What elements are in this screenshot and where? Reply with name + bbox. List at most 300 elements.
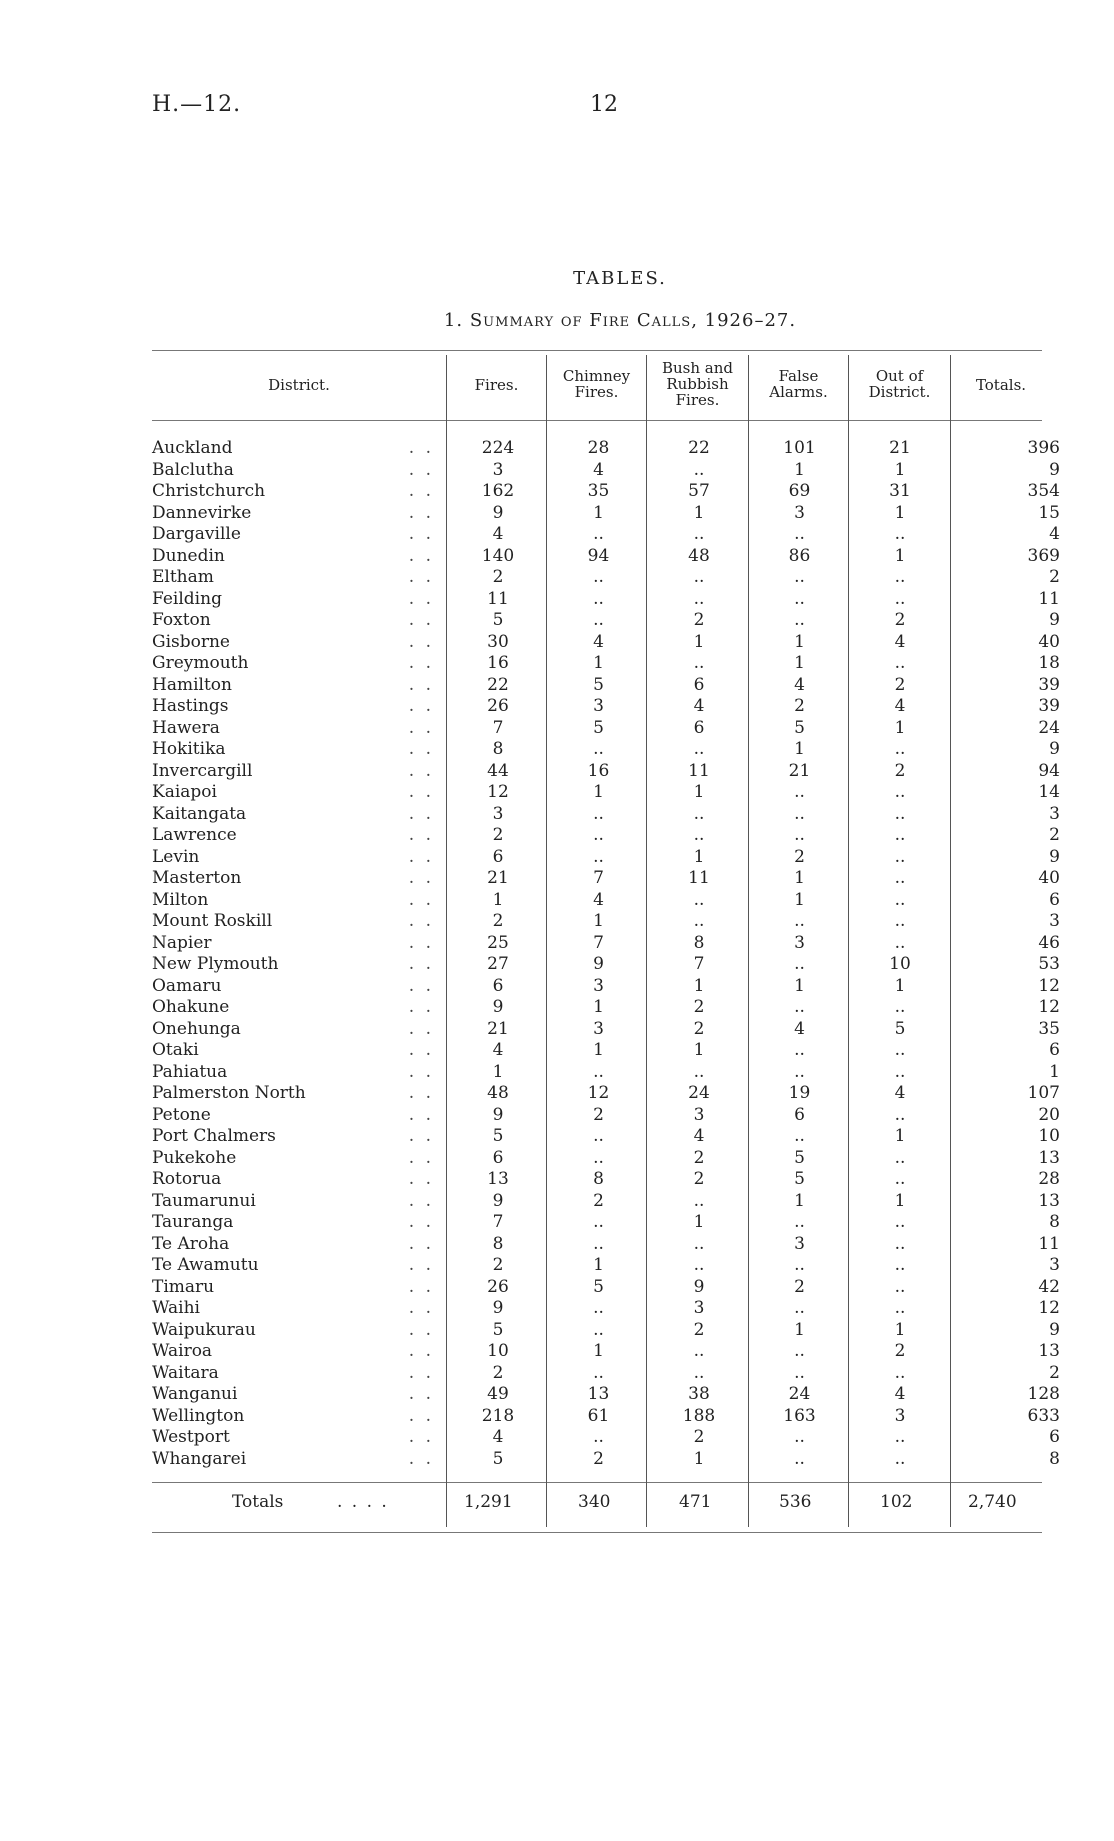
bush-fires-cell: 38 — [688, 1384, 710, 1404]
column-header-fires: Fires. — [474, 376, 519, 394]
row-total-cell: 2 — [1049, 567, 1060, 587]
district-name: Kaiapoi — [152, 782, 221, 802]
bush-fires-cell: .. — [693, 567, 705, 587]
leader-dots: . . — [408, 1319, 434, 1340]
fires-cell: 26 — [487, 696, 509, 716]
district-name: Taumarunui — [152, 1191, 260, 1211]
out-of-district-cell: .. — [894, 1255, 906, 1275]
district-cell — [152, 589, 448, 611]
leader-dots: . . — [408, 524, 434, 544]
row-total-cell: 369 — [1027, 545, 1060, 566]
out-of-district-cell: .. — [894, 1276, 906, 1297]
fires-cell: 162 — [481, 481, 515, 501]
false-alarms-cell: .. — [794, 1362, 805, 1383]
chimney-fires-cell: .. — [593, 567, 604, 587]
out-of-district-cell: .. — [894, 911, 906, 931]
chimney-fires-cell: .. — [593, 588, 604, 609]
row-total-cell: 6 — [1049, 1040, 1060, 1060]
chimney-fires-cell: 5 — [593, 674, 604, 695]
table-row — [152, 1234, 1070, 1256]
district-name: Palmerston North — [152, 1083, 310, 1103]
bush-fires-cell: 188 — [682, 1405, 716, 1426]
header-top-rule — [152, 350, 1042, 351]
district-name: Lawrence — [152, 825, 241, 845]
leader-dots: . . — [408, 631, 434, 652]
chimney-fires-cell: 5 — [593, 1276, 604, 1297]
bush-fires-cell: 9 — [693, 1276, 705, 1297]
bush-fires-cell: 4 — [693, 1126, 705, 1146]
bush-fires-cell: 4 — [693, 696, 705, 716]
column-header-chimney-fires: Chimney Fires. — [562, 367, 631, 401]
out-of-district-cell: .. — [894, 846, 906, 867]
chimney-fires-cell: .. — [593, 610, 604, 630]
district-cell — [152, 1427, 448, 1449]
bush-fires-cell: 22 — [688, 438, 710, 458]
chimney-fires-cell: .. — [593, 1061, 604, 1082]
out-of-district-cell: .. — [894, 932, 906, 953]
out-of-district-cell: 21 — [889, 438, 911, 458]
chimney-fires-cell: .. — [593, 1147, 604, 1168]
district-cell — [152, 1019, 448, 1041]
district-cell — [152, 632, 448, 654]
bush-fires-cell: 1 — [693, 1040, 705, 1060]
district-name: Foxton — [152, 610, 215, 630]
fires-cell: 4 — [492, 524, 504, 544]
row-total-cell: 1 — [1049, 1061, 1060, 1082]
bush-fires-cell: 11 — [688, 868, 710, 888]
district-cell — [152, 890, 448, 912]
row-total-cell: 9 — [1049, 459, 1060, 480]
total-chimney: 340 — [578, 1492, 611, 1512]
district-cell — [152, 696, 448, 718]
false-alarms-cell: .. — [794, 1255, 805, 1275]
out-of-district-cell: .. — [894, 1362, 906, 1383]
district-cell — [152, 610, 448, 632]
district-name: New Plymouth — [152, 954, 282, 974]
table-row — [152, 718, 1070, 740]
fires-cell: 5 — [492, 1319, 504, 1340]
tables-heading: TABLES. — [573, 268, 667, 289]
fires-cell: 27 — [487, 954, 509, 974]
leader-dots: . . — [408, 1083, 434, 1103]
page-reference: H.—12. — [152, 92, 242, 117]
district-cell — [152, 1234, 448, 1256]
false-alarms-cell: .. — [794, 803, 805, 824]
leader-dots: . . — [408, 459, 434, 480]
row-total-cell: 14 — [1038, 782, 1060, 802]
table-row — [152, 1105, 1070, 1127]
district-name: Hawera — [152, 718, 224, 738]
chimney-fires-cell: 3 — [593, 696, 604, 716]
chimney-fires-cell: 2 — [593, 1190, 604, 1211]
district-cell — [152, 524, 448, 546]
table-row — [152, 954, 1070, 976]
leader-dots: . . — [408, 782, 434, 802]
false-alarms-cell: .. — [794, 1427, 805, 1447]
district-name: Ohakune — [152, 997, 233, 1017]
district-cell — [152, 1212, 448, 1234]
table-row — [152, 1083, 1070, 1105]
chimney-fires-cell: 28 — [587, 438, 610, 458]
totals-dots: . . . . — [337, 1492, 389, 1512]
fires-cell: 13 — [487, 1169, 509, 1189]
leader-dots: . . — [408, 889, 434, 910]
district-cell — [152, 1341, 448, 1363]
fires-cell: 49 — [487, 1384, 509, 1404]
district-name: Levin — [152, 847, 203, 867]
total-out-of-district: 102 — [880, 1492, 913, 1512]
table-row — [152, 1449, 1070, 1471]
table-row — [152, 1191, 1070, 1213]
false-alarms-cell: 1 — [794, 739, 805, 759]
district-name: Rotorua — [152, 1169, 225, 1189]
false-alarms-cell: 4 — [794, 1018, 805, 1039]
district-name: Feilding — [152, 589, 226, 609]
district-name: Oamaru — [152, 976, 225, 996]
leader-dots: . . — [408, 954, 434, 974]
bush-fires-cell: 2 — [693, 1427, 705, 1447]
fires-cell: 2 — [492, 1362, 504, 1383]
false-alarms-cell: 5 — [794, 1147, 805, 1168]
district-cell — [152, 653, 448, 675]
row-total-cell: 107 — [1027, 1083, 1060, 1103]
fires-cell: 3 — [492, 803, 504, 824]
false-alarms-cell: 19 — [788, 1083, 811, 1103]
leader-dots: . . — [408, 911, 434, 931]
row-total-cell: 6 — [1049, 889, 1060, 910]
table-row — [152, 1255, 1070, 1277]
false-alarms-cell: .. — [794, 567, 805, 587]
header-bottom-rule — [152, 420, 1042, 421]
chimney-fires-cell: 3 — [593, 975, 604, 996]
leader-dots: . . — [408, 481, 434, 501]
chimney-fires-cell: 4 — [593, 889, 604, 910]
table-row — [152, 1040, 1070, 1062]
out-of-district-cell: 1 — [894, 1190, 906, 1211]
bush-fires-cell: 2 — [693, 997, 705, 1017]
false-alarms-cell: .. — [794, 1061, 805, 1082]
totals-label: Totals — [232, 1492, 284, 1512]
bush-fires-cell: .. — [693, 1061, 705, 1082]
false-alarms-cell: 1 — [794, 868, 805, 888]
district-cell — [152, 868, 448, 890]
out-of-district-cell: 3 — [894, 1405, 906, 1426]
table-row — [152, 1062, 1070, 1084]
row-total-cell: 12 — [1038, 1298, 1060, 1318]
leader-dots: . . — [408, 1190, 434, 1211]
false-alarms-cell: 3 — [794, 932, 805, 953]
district-name: Whangarei — [152, 1449, 250, 1469]
bush-fires-cell: 1 — [693, 782, 705, 802]
table-row — [152, 589, 1070, 611]
fires-cell: 9 — [492, 1190, 504, 1211]
district-name: Napier — [152, 933, 216, 953]
district-cell — [152, 1384, 448, 1406]
table-row — [152, 610, 1070, 632]
out-of-district-cell: .. — [894, 1104, 906, 1125]
district-cell — [152, 933, 448, 955]
false-alarms-cell: .. — [794, 825, 805, 845]
chimney-fires-cell: 13 — [587, 1384, 610, 1404]
district-name: Milton — [152, 890, 212, 910]
fires-cell: 9 — [492, 1298, 504, 1318]
bush-fires-cell: 48 — [688, 545, 710, 566]
district-cell — [152, 718, 448, 740]
bush-fires-cell: .. — [693, 653, 705, 673]
false-alarms-cell: 2 — [794, 696, 805, 716]
leader-dots: . . — [408, 846, 434, 867]
district-cell — [152, 782, 448, 804]
bush-fires-cell: 3 — [693, 1298, 705, 1318]
false-alarms-cell: 1 — [794, 889, 805, 910]
table-row — [152, 782, 1070, 804]
fires-cell: 1 — [492, 1061, 504, 1082]
table-row — [152, 1169, 1070, 1191]
bush-fires-cell: .. — [693, 1190, 705, 1211]
district-cell — [152, 761, 448, 783]
district-name: Wanganui — [152, 1384, 241, 1404]
row-total-cell: 3 — [1049, 803, 1060, 824]
leader-dots: . . — [408, 1384, 434, 1404]
bush-fires-cell: 24 — [688, 1083, 710, 1103]
district-cell — [152, 1406, 448, 1428]
out-of-district-cell: .. — [894, 889, 906, 910]
bush-fires-cell: 7 — [693, 954, 705, 974]
bush-fires-cell: 1 — [693, 846, 705, 867]
row-total-cell: 35 — [1038, 1018, 1060, 1039]
chimney-fires-cell: 1 — [593, 1341, 604, 1361]
table-row — [152, 1126, 1070, 1148]
out-of-district-cell: 1 — [894, 545, 906, 566]
bush-fires-cell: 1 — [693, 631, 705, 652]
bush-fires-cell: .. — [693, 911, 705, 931]
out-of-district-cell: .. — [894, 1040, 906, 1060]
false-alarms-cell: 101 — [783, 438, 816, 458]
row-total-cell: 6 — [1049, 1427, 1060, 1447]
fires-cell: 9 — [492, 1104, 504, 1125]
fires-cell: 8 — [492, 1233, 504, 1254]
chimney-fires-cell: 4 — [593, 631, 604, 652]
table-row — [152, 1320, 1070, 1342]
row-total-cell: 24 — [1038, 717, 1060, 738]
leader-dots: . . — [408, 1341, 434, 1361]
fires-cell: 5 — [492, 1126, 504, 1146]
fires-cell: 44 — [487, 760, 509, 781]
out-of-district-cell: .. — [894, 588, 906, 609]
district-cell — [152, 546, 448, 568]
out-of-district-cell: .. — [894, 868, 906, 888]
bush-fires-cell: 1 — [693, 1212, 705, 1232]
district-name: Petone — [152, 1105, 215, 1125]
total-bush: 471 — [679, 1492, 712, 1512]
chimney-fires-cell: 61 — [587, 1405, 610, 1426]
row-total-cell: 11 — [1038, 588, 1060, 609]
out-of-district-cell: 4 — [894, 1083, 906, 1103]
district-name: Tauranga — [152, 1212, 237, 1232]
district-cell — [152, 1298, 448, 1320]
row-total-cell: 633 — [1027, 1405, 1060, 1426]
table-row — [152, 868, 1070, 890]
row-total-cell: 354 — [1027, 481, 1060, 501]
false-alarms-cell: 1 — [794, 653, 805, 673]
leader-dots: . . — [408, 1255, 434, 1275]
row-total-cell: 2 — [1049, 825, 1060, 845]
chimney-fires-cell: 9 — [593, 954, 604, 974]
table-row — [152, 997, 1070, 1019]
leader-dots: . . — [408, 1233, 434, 1254]
district-cell — [152, 1169, 448, 1191]
column-header-totals: Totals. — [975, 376, 1027, 394]
district-name: Greymouth — [152, 653, 252, 673]
row-total-cell: 3 — [1049, 1255, 1060, 1275]
leader-dots: . . — [408, 696, 434, 716]
district-name: Waihi — [152, 1298, 204, 1318]
leader-dots: . . — [408, 502, 434, 523]
chimney-fires-cell: .. — [593, 1298, 604, 1318]
false-alarms-cell: .. — [794, 954, 805, 974]
fires-cell: 26 — [487, 1276, 509, 1297]
fires-cell: 5 — [492, 1448, 504, 1469]
leader-dots: . . — [408, 1405, 434, 1426]
bush-fires-cell: .. — [693, 1362, 705, 1383]
district-name: Mount Roskill — [152, 911, 276, 931]
district-cell — [152, 1449, 448, 1471]
district-cell — [152, 1105, 448, 1127]
out-of-district-cell: 4 — [894, 696, 906, 716]
bush-fires-cell: 1 — [693, 975, 705, 996]
table-row — [152, 890, 1070, 912]
bush-fires-cell: 1 — [693, 502, 705, 523]
row-total-cell: 53 — [1038, 954, 1060, 974]
out-of-district-cell: .. — [894, 803, 906, 824]
false-alarms-cell: 1 — [794, 1190, 805, 1211]
false-alarms-cell: 163 — [783, 1405, 816, 1426]
false-alarms-cell: 86 — [788, 545, 811, 566]
row-total-cell: 20 — [1038, 1104, 1060, 1125]
district-name: Dannevirke — [152, 503, 255, 523]
leader-dots: . . — [408, 1104, 434, 1125]
chimney-fires-cell: .. — [593, 1126, 604, 1146]
district-name: Pahiatua — [152, 1062, 231, 1082]
fires-cell: 224 — [481, 438, 515, 458]
table-row — [152, 1277, 1070, 1299]
leader-dots: . . — [408, 674, 434, 695]
district-cell — [152, 1255, 448, 1277]
bush-fires-cell: .. — [693, 825, 705, 845]
chimney-fires-cell: .. — [593, 1319, 604, 1340]
leader-dots: . . — [408, 1298, 434, 1318]
leader-dots: . . — [408, 803, 434, 824]
district-name: Gisborne — [152, 632, 234, 652]
table-row — [152, 976, 1070, 998]
table-row — [152, 1148, 1070, 1170]
bush-fires-cell: 6 — [693, 674, 705, 695]
fires-cell: 2 — [492, 911, 504, 931]
leader-dots: . . — [408, 1040, 434, 1060]
district-name: Timaru — [152, 1277, 218, 1297]
row-total-cell: 12 — [1038, 975, 1060, 996]
bush-fires-cell: 3 — [693, 1104, 705, 1125]
district-name: Eltham — [152, 567, 218, 587]
chimney-fires-cell: 94 — [587, 545, 610, 566]
district-cell — [152, 976, 448, 998]
grand-total: 2,740 — [968, 1492, 1017, 1512]
district-cell — [152, 997, 448, 1019]
out-of-district-cell: .. — [894, 1427, 906, 1447]
district-name: Invercargill — [152, 761, 256, 781]
table-row — [152, 1363, 1070, 1385]
district-name: Te Awamutu — [152, 1255, 263, 1275]
leader-dots: . . — [408, 825, 434, 845]
row-total-cell: 39 — [1038, 674, 1060, 695]
district-name: Waitara — [152, 1363, 223, 1383]
leader-dots: . . — [408, 610, 434, 630]
district-name: Auckland — [152, 438, 236, 458]
district-name: Wairoa — [152, 1341, 216, 1361]
district-cell — [152, 1040, 448, 1062]
bush-fires-cell: 2 — [693, 1169, 705, 1189]
fires-cell: 11 — [487, 588, 509, 609]
district-name: Hastings — [152, 696, 233, 716]
chimney-fires-cell: 1 — [593, 997, 604, 1017]
out-of-district-cell: 1 — [894, 717, 906, 738]
column-header-district: District. — [268, 376, 330, 394]
chimney-fires-cell: 2 — [593, 1104, 604, 1125]
chimney-fires-cell: 7 — [593, 932, 604, 953]
district-cell — [152, 954, 448, 976]
false-alarms-cell: .. — [794, 1040, 805, 1060]
fires-cell: 7 — [492, 1212, 504, 1232]
out-of-district-cell: 2 — [894, 610, 906, 630]
out-of-district-cell: 1 — [894, 502, 906, 523]
row-total-cell: 13 — [1038, 1341, 1060, 1361]
row-total-cell: 12 — [1038, 997, 1060, 1017]
out-of-district-cell: 4 — [894, 631, 906, 652]
out-of-district-cell: .. — [894, 739, 906, 759]
district-name: Dunedin — [152, 546, 229, 566]
out-of-district-cell: 1 — [894, 1319, 906, 1340]
fires-cell: 6 — [492, 1147, 504, 1168]
false-alarms-cell: 5 — [794, 717, 805, 738]
row-total-cell: 94 — [1038, 760, 1060, 781]
leader-dots: . . — [408, 1212, 434, 1232]
false-alarms-cell: 5 — [794, 1169, 805, 1189]
table-row — [152, 1427, 1070, 1449]
chimney-fires-cell: 12 — [587, 1083, 610, 1103]
bush-fires-cell: 6 — [693, 717, 705, 738]
table-row — [152, 438, 1070, 460]
fires-cell: 25 — [487, 932, 509, 953]
table-row — [152, 675, 1070, 697]
leader-dots: . . — [408, 739, 434, 759]
out-of-district-cell: 2 — [894, 760, 906, 781]
district-cell — [152, 503, 448, 525]
false-alarms-cell: 1 — [794, 975, 805, 996]
out-of-district-cell: .. — [894, 1169, 906, 1189]
row-total-cell: 28 — [1038, 1169, 1060, 1189]
out-of-district-cell: .. — [894, 1233, 906, 1254]
false-alarms-cell: .. — [794, 610, 805, 630]
table-row — [152, 481, 1070, 503]
false-alarms-cell: .. — [794, 1341, 805, 1361]
row-total-cell: 9 — [1049, 739, 1060, 759]
fires-cell: 10 — [487, 1341, 509, 1361]
out-of-district-cell: 31 — [889, 481, 911, 501]
bush-fires-cell: .. — [693, 1233, 705, 1254]
out-of-district-cell: 10 — [889, 954, 911, 974]
chimney-fires-cell: .. — [593, 1233, 604, 1254]
row-total-cell: 9 — [1049, 846, 1060, 867]
